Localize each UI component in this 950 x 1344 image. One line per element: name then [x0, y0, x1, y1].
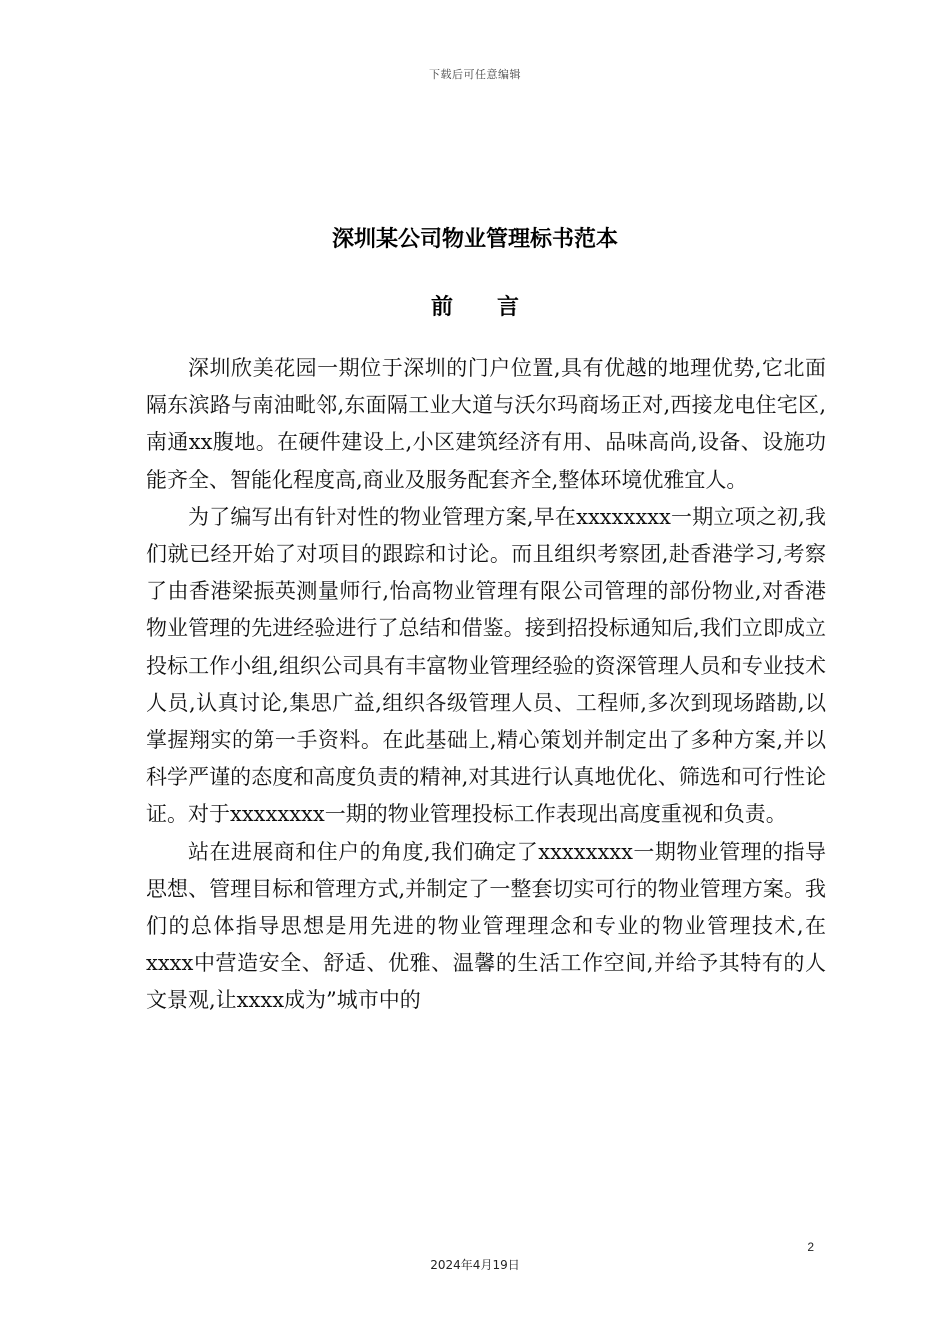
- paragraph-1: 深圳欣美花园一期位于深圳的门户位置,具有优越的地理优势,它北面隔东滨路与南油毗邻,东面隔工业大道与沃尔玛商场正对,西接龙电住宅区,南通xx腹地。在硬件建设上,小区建筑经济有用、品味高尚,设备、设施功能齐全、智能化程度高,商业及服务配套齐全,整体环境优雅宜人。: [146, 356, 826, 492]
- paragraph-3: 站在进展商和住户的角度,我们确定了xxxxxxxx一期物业管理的指导思想、管理目标和管理方式,并制定了一整套切实可行的物业管理方案。我们的总体指导思想是用先进的物业管理理念和专业的物业管理技术,在xxxx中营造安全、舒适、优雅、温馨的生活工作空间,并给予其特有的人文景观,让xxxx成为”城市中的: [146, 839, 826, 1013]
- page-number: 2: [807, 1240, 814, 1254]
- section-title: 前言: [430, 294, 563, 320]
- document-title: 深圳某公司物业管理标书范本: [331, 226, 618, 252]
- header-note: 下载后可任意编辑: [429, 68, 521, 81]
- footer-date: 2024年4月19日: [430, 1258, 520, 1272]
- paragraph-2: 为了编写出有针对性的物业管理方案,早在xxxxxxxx一期立项之初,我们就已经开始了对项目的跟踪和讨论。而且组织考察团,赴香港学习,考察了由香港梁振英测量师行,怡高物业管理有限公司管理的部份物业,对香港物业管理的先进经验进行了总结和借鉴。接到招投标通知后,我们立即成立投标工作小组,组织公司具有丰富物业管理经验的资深管理人员和专业技术人员,认真讨论,集思广益,组织各级管理人员、工程师,多次到现场踏勘,以掌握翔实的第一手资料。在此基础上,精心策划并制定出了多种方案,并以科学严谨的态度和高度负责的精神,对其进行认真地优化、筛选和可行性论证。对于xxxxxxxx一期的物业管理投标工作表现出高度重视和负责。: [146, 504, 826, 827]
- document-body: [146, 350, 826, 1020]
